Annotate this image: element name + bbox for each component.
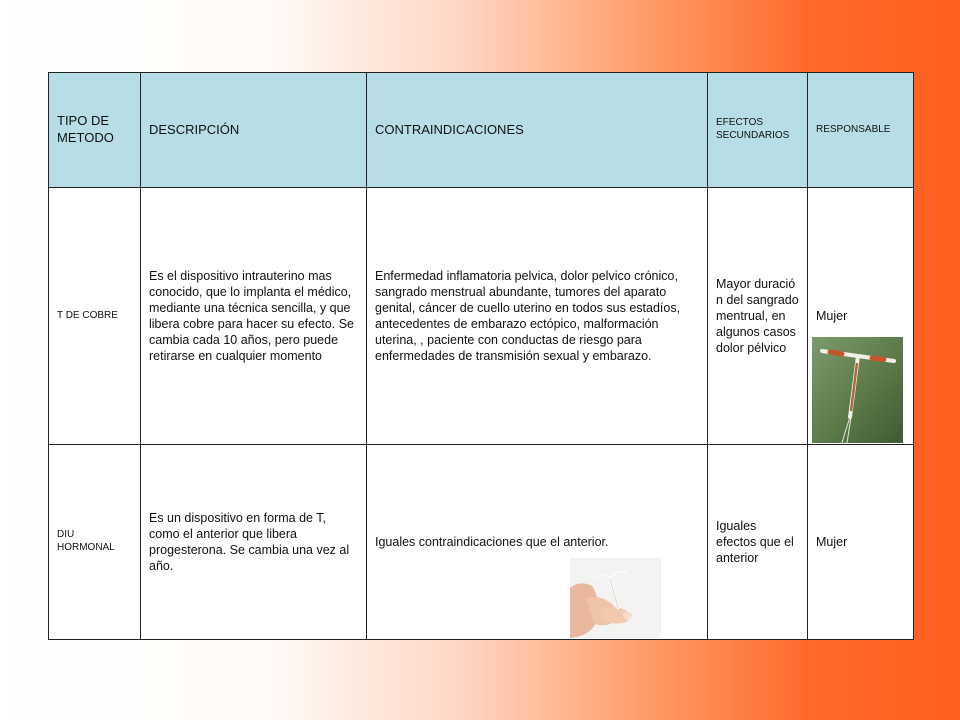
header-tipo: TIPO DE METODO	[49, 73, 141, 188]
table-row	[49, 188, 914, 445]
row2-tipo: DIU HORMONAL	[49, 445, 141, 640]
row2-responsable: Mujer	[808, 445, 914, 640]
row1-contraindicaciones: Enfermedad inflamatoria pelvica, dolor pelvico crónico, sangrado menstrual abundante, tumores del aparato genital, cáncer de cuello uterino en todos sus estadíos, antecedentes de embarazo ectópico, malformación uterina, , paciente con conductas de riesgo para enfermedades de transmisión sexual y embarazo.	[367, 188, 708, 445]
header-contraindicaciones: CONTRAINDICACIONES	[367, 73, 708, 188]
table-row	[49, 445, 914, 640]
contraceptive-methods-table	[48, 72, 914, 640]
table-header-row	[49, 73, 914, 188]
hormonal-iud-photo	[570, 558, 661, 638]
row2-descripcion: Es un dispositivo en forma de T, como el anterior que libera progesterona. Se cambia una vez al año.	[141, 445, 367, 640]
header-responsable: RESPONSABLE	[808, 73, 914, 188]
row1-efectos: Mayor duració n del sangrado mentrual, en algunos casos dolor pélvico	[708, 188, 808, 445]
row1-responsable: Mujer	[808, 188, 914, 445]
row1-tipo: T DE COBRE	[49, 188, 141, 445]
copper-iud-photo	[812, 337, 903, 443]
row1-descripcion: Es el dispositivo intrauterino mas conocido, que lo implanta el médico, mediante una técnica sencilla, y que libera cobre para hacer su efecto. Se cambia cada 10 años, pero puede retirarse en cualquier momento	[141, 188, 367, 445]
header-efectos: EFECTOS SECUNDARIOS	[708, 73, 808, 188]
header-descripcion: DESCRIPCIÓN	[141, 73, 367, 188]
row2-efectos: Iguales efectos que el anterior	[708, 445, 808, 640]
row2-contraindicaciones: Iguales contraindicaciones que el anterior.	[367, 445, 708, 640]
